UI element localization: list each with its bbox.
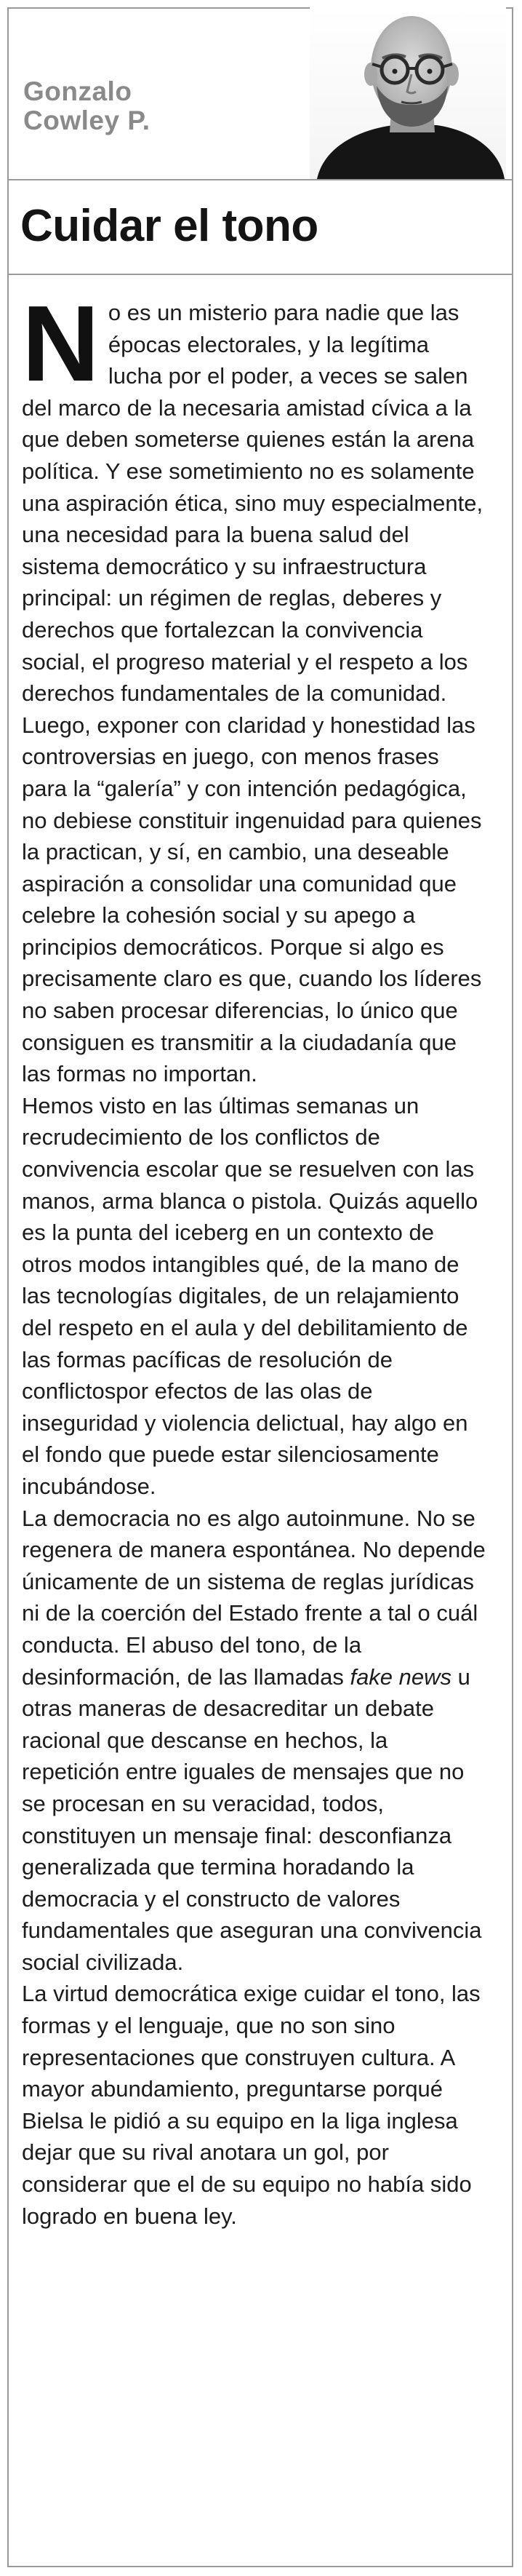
article-body — [22, 284, 487, 2232]
paragraph-2: Hemos visto en las últimas semanas un recrudecimiento de los conflictos de convivencia escolar que se resuelven con las manos, arma blanca o pistola. Quizás aquello es la punta del iceberg en un contexto de otros modos intangibles qué, de la mano de las tecnologías digitales, de un relajamiento del respeto en el aula y del debilitamiento de las formas pacíficas de resolución de conflictospor efectos de las olas de inseguridad y violencia delictual, hay algo en el fondo que puede estar silenciosamente incubándose. — [22, 1092, 478, 1499]
paragraph-3-text-end: u otras maneras de desacreditar un debate racional que descanse en hechos, la repetición entre iguales de mensajes que no se procesan en su veracidad, todos, constituyen un mensaje final: desconfianza generalizada que termina horadando la democracia y el constructo de valores fundamentales que aseguran una convivencia social civilizada. — [22, 1663, 482, 1975]
drop-cap: N — [22, 284, 100, 404]
author-photo — [310, 7, 506, 179]
paragraph-3 — [22, 1503, 487, 1979]
author-header — [7, 7, 513, 180]
author-name — [23, 77, 150, 135]
author-first-name: Gonzalo — [23, 76, 132, 106]
paragraph-1 — [22, 284, 487, 1090]
paragraph-4: La virtud democrática exige cuidar el tono, las formas y el lenguaje, que no son sino representaciones que construyen cultura. A mayor abundamiento, preguntarse porqué Bielsa le pidió a su equipo en la liga inglesa dejar que su rival anotara un gol, por considerar que el de su equipo no había sido logrado en buena ley. — [22, 1981, 481, 2229]
author-last-name: Cowley P. — [23, 106, 150, 135]
article-headline: Cuidar el tono — [20, 201, 318, 251]
fake-news-term: fake news — [350, 1663, 452, 1690]
paragraph-3-text-start: La democracia no es algo autoinmune. No se regenera de manera espontánea. No depende únicamente de un sistema de reglas jurídicas ni de la coerción del Estado frente a tal o cuál conducta. El abuso del tono, de la desinformación, de las llamadas — [22, 1505, 486, 1690]
headline-divider — [7, 274, 513, 275]
paragraph-1-text: o es un misterio para nadie que las épocas electorales, y la legítima lucha por el poder, a veces se salen del marco de la necesaria amistad cívica a la que deben someterse quienes están la arena política. Y ese sometimiento no es solamente una aspiración ética, sino muy especialmente, una necesidad para la buena salud del sistema democrático y su infraestructura principal: un régimen de reglas, deberes y derechos que fortalezcan la convivencia social, el progreso material y el respeto a los derechos fundamentales de la comunidad. Luego, exponer con claridad y honestidad las controversias en juego, con menos frases para la “galería” y con intención pedagógica, no debiese constituir ingenuidad para quienes la practican, y sí, en cambio, una deseable aspiración a consolidar una comunidad que celebre la cohesión social y su apego a principios democráticos. Porque si algo es precisamente claro es que, cuando los líderes no saben procesar diferencias, lo único que consiguen es transmitir a la ciudadanía que las formas no importan. — [22, 300, 483, 1087]
